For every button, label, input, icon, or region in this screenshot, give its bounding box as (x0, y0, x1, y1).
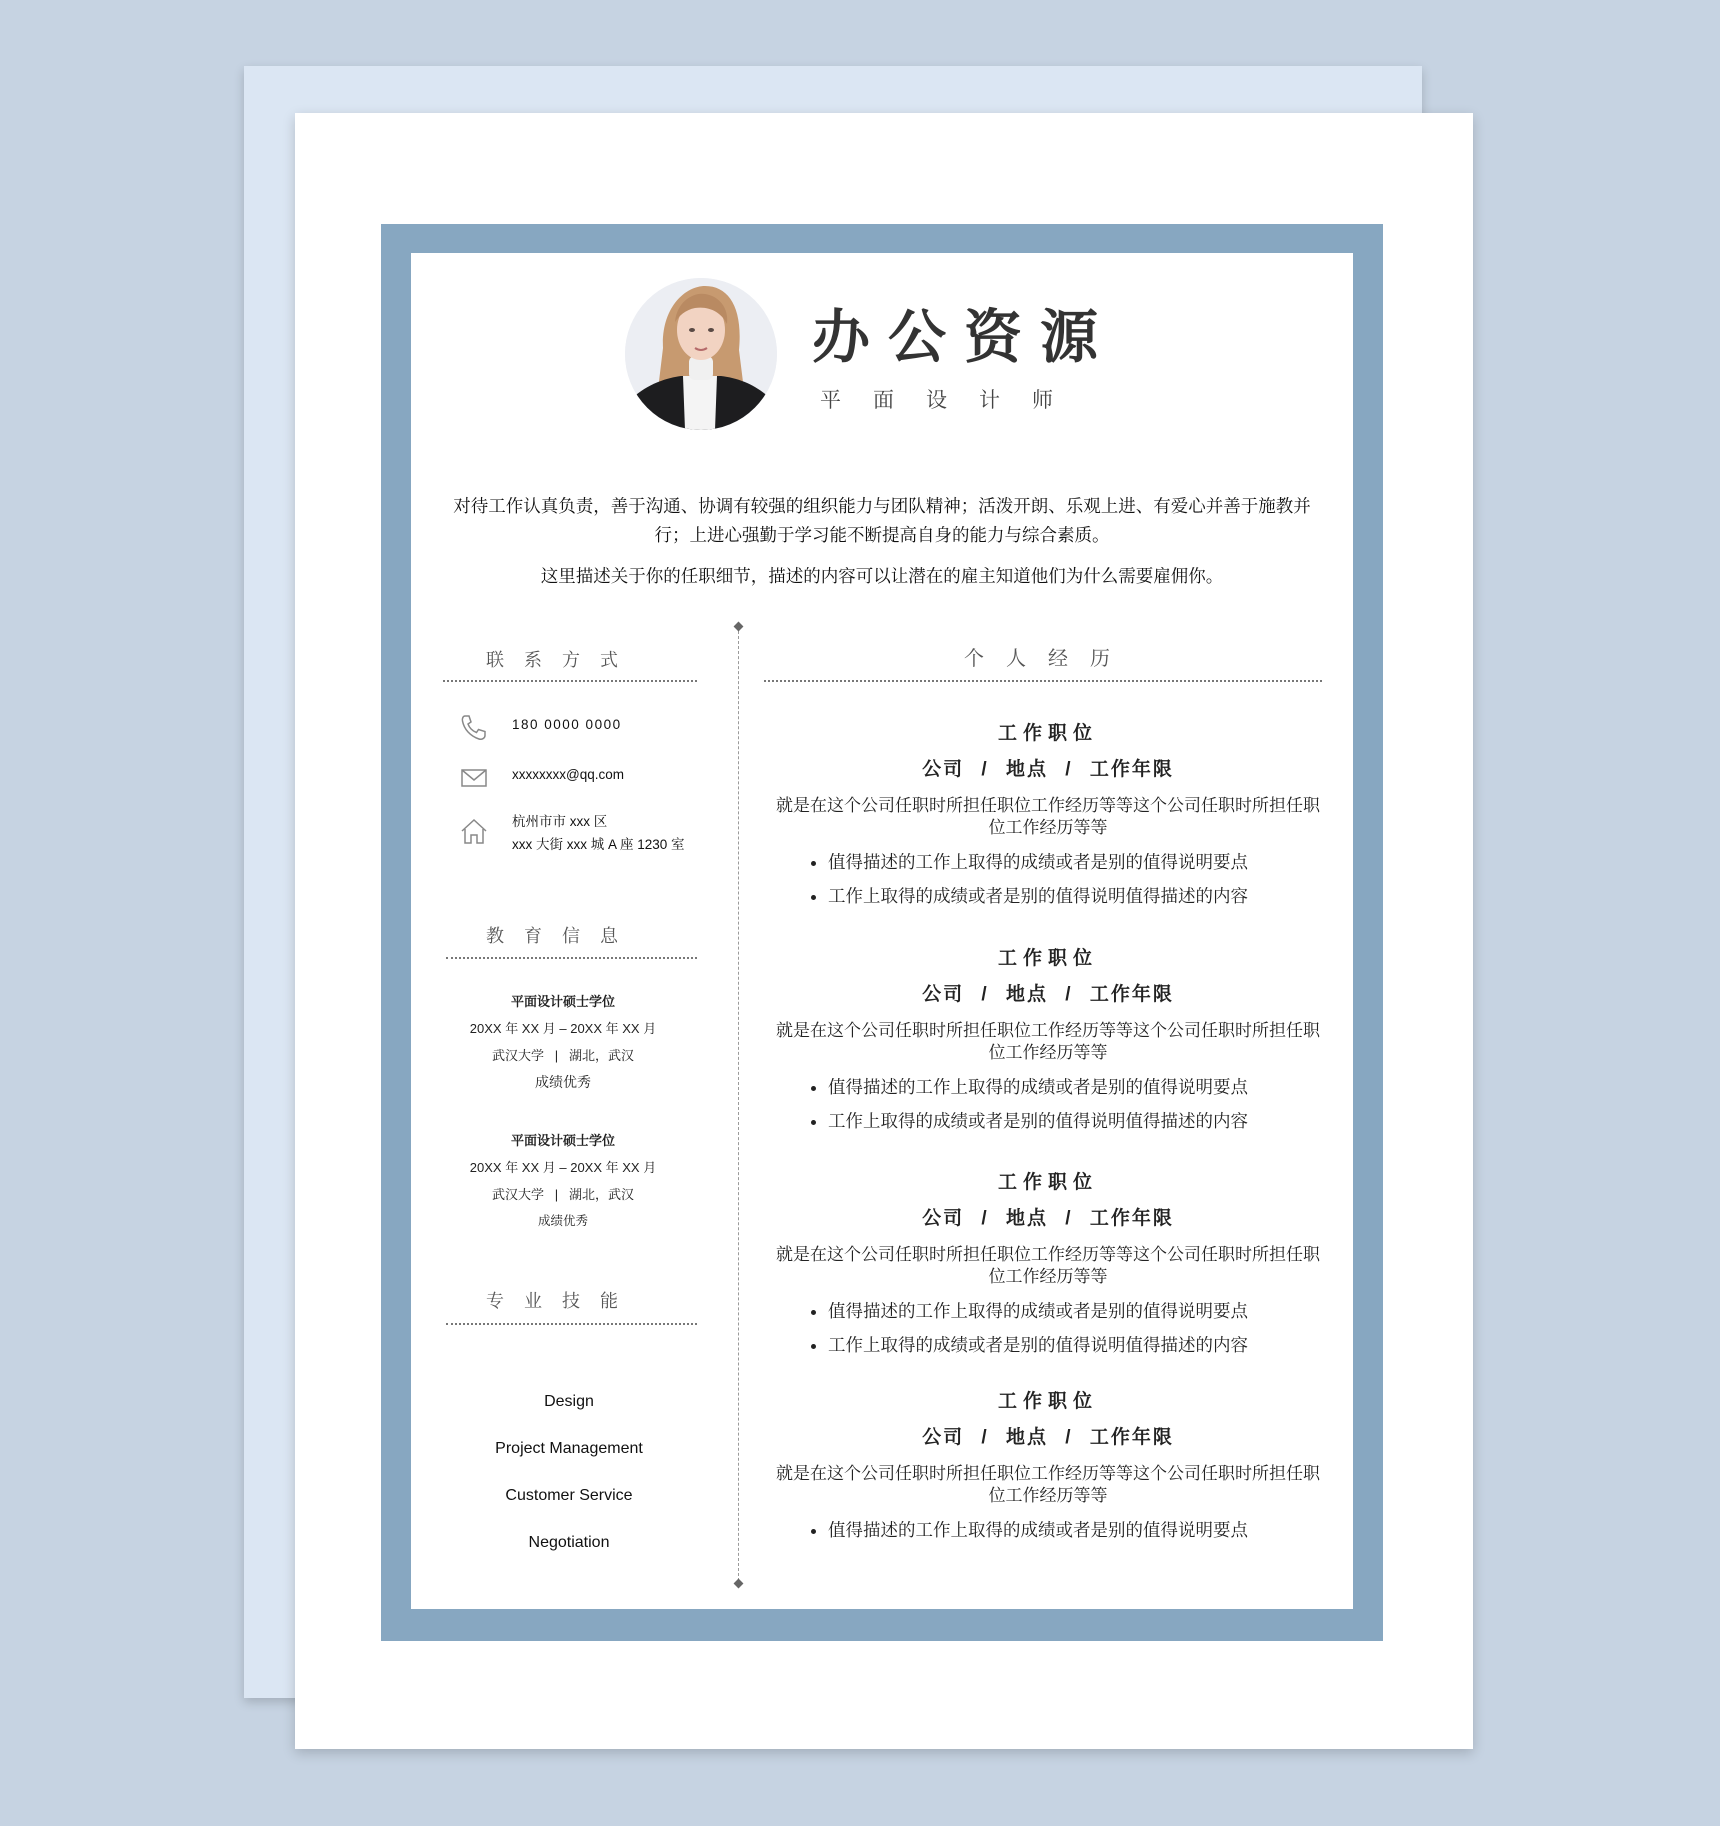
experience-divider (764, 680, 1322, 682)
job-entry (768, 1387, 1328, 1547)
contact-phone (458, 713, 622, 743)
skills-list (458, 1378, 680, 1566)
skills-divider (446, 1323, 697, 1325)
education-section-title: 教育信息 (486, 926, 638, 946)
mail-icon (458, 763, 490, 793)
achievement-item: • 工作上取得的成绩或者是别的值得说明值得描述的内容 (828, 1328, 1328, 1362)
job-subtitle: 公司 / 地点 / 工作年限 (922, 984, 1174, 1005)
education-grade: 成绩优秀 (535, 1074, 591, 1090)
job-achievements (768, 845, 1328, 913)
phone-number: 180 0000 0000 (512, 717, 622, 732)
experience-section-title: 个人经历 (964, 648, 1132, 670)
education-school: 武汉大学 | 湖北，武汉 (491, 1187, 635, 1202)
job-subtitle: 公司 / 地点 / 工作年限 (922, 1208, 1174, 1229)
skills-section-title: 专业技能 (486, 1291, 638, 1311)
contact-divider (443, 680, 697, 682)
candidate-name: 办公资源 (812, 305, 1117, 370)
achievement-item: • 值得描述的工作上取得的成绩或者是别的值得说明要点 (828, 1513, 1328, 1547)
summary-detail: 这里描述关于你的任职细节，描述的内容可以让潜在的雇主知道他们为什么需要雇佣你。 (540, 566, 1224, 586)
achievement-item: • 值得描述的工作上取得的成绩或者是别的值得说明要点 (828, 1070, 1328, 1104)
job-description: 就是在这个公司任职时所担任职位工作经历等等这个公司任职时所担任职位工作经历等等 (776, 1021, 1320, 1062)
achievement-item: • 工作上取得的成绩或者是别的值得说明值得描述的内容 (828, 879, 1328, 913)
job-achievements (768, 1513, 1328, 1547)
job-title: 工作职位 (997, 1391, 1098, 1412)
address-line-1: 杭州市市 xxx 区 (512, 814, 608, 829)
education-dates: 20XX 年 XX 月 – 20XX 年 XX 月 (469, 1021, 657, 1036)
achievement-item: • 工作上取得的成绩或者是别的值得说明值得描述的内容 (828, 1104, 1328, 1138)
job-title: 工作职位 (997, 723, 1098, 744)
skill-item: Negotiation (528, 1534, 610, 1551)
job-description: 就是在这个公司任职时所担任职位工作经历等等这个公司任职时所担任职位工作经历等等 (776, 796, 1320, 837)
contact-section-title: 联系方式 (486, 650, 638, 670)
education-school: 武汉大学 | 湖北，武汉 (491, 1048, 635, 1063)
skill-item: Project Management (495, 1440, 643, 1457)
email-address: xxxxxxxx@qq.com (512, 767, 624, 782)
summary-text: 对待工作认真负责，善于沟通、协调有较强的组织能力与团队精神；活泼开朗、乐观上进、有爱心并善于施教并行；上进心强勤于学习能不断提高自身的能力与综合素质。 (453, 496, 1311, 545)
phone-icon (458, 713, 490, 743)
achievement-item: • 值得描述的工作上取得的成绩或者是别的值得说明要点 (828, 1294, 1328, 1328)
job-description: 就是在这个公司任职时所担任职位工作经历等等这个公司任职时所担任职位工作经历等等 (776, 1464, 1320, 1505)
achievement-item: • 值得描述的工作上取得的成绩或者是别的值得说明要点 (828, 845, 1328, 879)
column-divider (738, 626, 739, 1586)
job-description: 就是在这个公司任职时所担任职位工作经历等等这个公司任职时所担任职位工作经历等等 (776, 1245, 1320, 1286)
education-divider (446, 957, 697, 959)
address (512, 810, 685, 856)
education-grade: 成绩优秀 (537, 1214, 588, 1228)
job-achievements (768, 1070, 1328, 1138)
portrait-image (625, 278, 777, 430)
contact-address (458, 810, 685, 856)
job-entry (768, 1168, 1328, 1362)
job-achievements (768, 1294, 1328, 1362)
contact-email (458, 763, 624, 793)
avatar (625, 278, 777, 430)
education-dates: 20XX 年 XX 月 – 20XX 年 XX 月 (469, 1160, 657, 1175)
skill-item: Design (544, 1393, 594, 1410)
job-title: 工作职位 (997, 948, 1098, 969)
home-icon (458, 816, 490, 846)
job-subtitle: 公司 / 地点 / 工作年限 (922, 1427, 1174, 1448)
job-title: 工作职位 (997, 1172, 1098, 1193)
education-item (443, 1127, 683, 1235)
education-degree: 平面设计硕士学位 (510, 994, 615, 1009)
summary (452, 492, 1312, 591)
job-entry (768, 944, 1328, 1138)
education-degree: 平面设计硕士学位 (510, 1133, 615, 1148)
skill-item: Customer Service (505, 1487, 633, 1504)
education-item (443, 988, 683, 1096)
address-line-2: xxx 大街 xxx 城 A 座 1230 室 (512, 837, 685, 852)
job-subtitle: 公司 / 地点 / 工作年限 (922, 759, 1174, 780)
job-entry (768, 719, 1328, 913)
candidate-role: 平面设计师 (820, 389, 1085, 412)
